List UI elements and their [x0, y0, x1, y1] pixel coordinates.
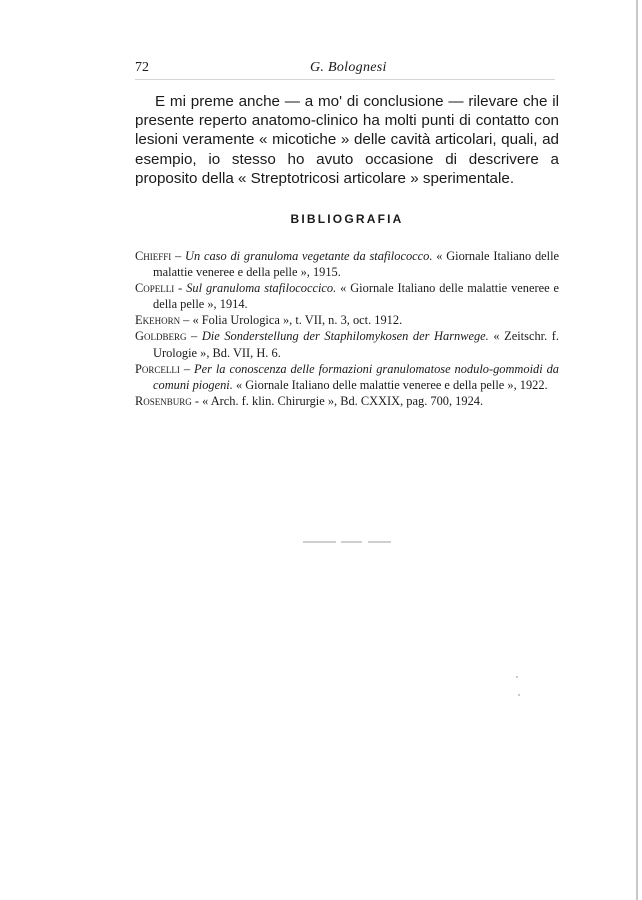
running-header-author: G. Bolognesi: [310, 60, 387, 75]
concluding-paragraph: [135, 92, 559, 188]
end-ornament-dash: [341, 541, 362, 543]
entry-source: « Giornale Italiano delle malattie veneree e della pelle », 1922.: [232, 377, 548, 392]
entry-title: Die Sonderstellung der Staphilomykosen der Harnwege.: [201, 329, 489, 344]
bibliography-entry: [135, 280, 559, 312]
bibliography-entry: [135, 393, 559, 409]
paragraph-text: E mi preme anche — a mo' di conclusione — rilevare che il presente reperto anatomo-clinico ha molti punti di contatto con lesioni veramente « micotiche » delle cavità articolari, quali, ad esempio, io stesso ho avuto occasione di descrivere a proposito della « Streptotricosi articolare » sperimentale.: [135, 93, 559, 187]
bibliography-entry: [135, 312, 559, 328]
entry-source: « Giornale Italiano delle malattie veneree e della pelle », 1914.: [153, 281, 560, 312]
entry-author: Copelli: [135, 281, 175, 296]
entry-separator: –: [179, 361, 195, 376]
entry-author: Goldberg: [135, 329, 187, 344]
entry-separator: –: [171, 249, 186, 263]
header-rule: [135, 79, 555, 80]
bibliography-entry: [135, 248, 559, 280]
page-edge-line: [636, 0, 638, 900]
bibliography-list: [135, 248, 559, 409]
entry-source: « Zeitschr. f. Urologie », Bd. VII, H. 6.: [153, 329, 559, 360]
end-ornament-dash: [303, 541, 336, 543]
end-ornament-dash: [368, 541, 391, 543]
entry-title: Sul granuloma stafilococcico.: [186, 281, 337, 296]
running-header: [135, 60, 555, 80]
entry-source: « Folia Urologica », t. VII, n. 3, oct. 1912.: [192, 313, 403, 328]
bibliography-entry: [135, 361, 559, 393]
paper-speck: [518, 694, 520, 696]
entry-title: Un caso di granuloma vegetante da stafilococco.: [185, 249, 433, 263]
entry-separator: -: [174, 281, 187, 296]
entry-title: Per la conoscenza delle formazioni granulomatose nodulo-gommoidi da comuni piogeni.: [153, 361, 559, 392]
entry-source: « Giornale Italiano delle malattie veneree e della pelle », 1915.: [153, 249, 560, 280]
entry-separator: -: [191, 393, 203, 408]
bibliography-heading: BIBLIOGRAFIA: [290, 212, 404, 226]
page-number: 72: [135, 60, 149, 75]
entry-author: Rosenburg: [135, 393, 192, 408]
entry-separator: –: [180, 313, 193, 328]
bibliography-entry: [135, 328, 559, 360]
entry-author: Porcelli: [135, 361, 180, 376]
entry-author: Ekehorn: [135, 313, 181, 328]
entry-source: « Arch. f. klin. Chirurgie », Bd. CXXIX, pag. 700, 1924.: [202, 393, 484, 408]
entry-author: Chieffi: [135, 249, 172, 263]
paper-speck: [516, 676, 518, 678]
entry-separator: –: [186, 329, 202, 344]
